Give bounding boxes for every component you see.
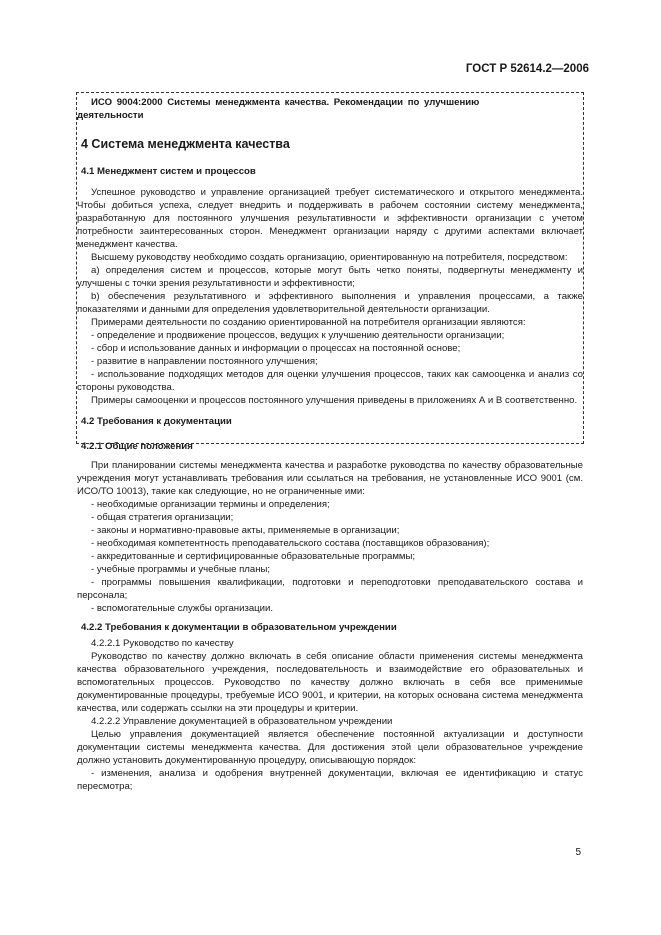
list-item: - программы повышения квалификации, подготовки и переподготовки преподавательского состава и персонала; — [77, 577, 583, 601]
paragraph: Высшему руководству необходимо создать организацию, ориентированную на потребителя, посредством: — [91, 252, 568, 263]
section-4-title: 4 Система менеджмента качества — [81, 137, 290, 151]
section-4-2-2-2-title: 4.2.2.2 Управление документацией в образовательном учреждении — [91, 716, 393, 727]
paragraph: При планировании системы менеджмента качества и разработке руководства по качеству образовательные учреждения могут устанавливать требования или ссылаться на требования, не установленные ИСО 9001 (см. ИСО/ТО 10013), такие как следующие, но не ограниченные ими: — [77, 460, 583, 497]
list-item: - сбор и использование данных и информации о процессах на постоянной основе; — [91, 343, 461, 354]
paragraph: Успешное руководство и управление организацией требует систематического и открытого менеджмента. Чтобы добиться успеха, следует внедрить и поддерживать в рабочем состоянии систему менеджмента, разработанную для постоянного улучшения результативности и эффективности организации с учетом потребности заинтересованных сторон. Менеджмент организации наряду с другими аспектами включает менеджмент качества. — [77, 187, 583, 250]
list-item: - определение и продвижение процессов, ведущих к улучшению деятельности организации; — [91, 330, 505, 341]
list-item: - вспомогательные службы организации. — [91, 603, 274, 614]
list-item: - использование подходящих методов для оценки улучшения процессов, таких как самооценка и анализ со стороны руководства. — [77, 369, 583, 393]
section-4-2-1-title: 4.2.1 Общие положения — [81, 441, 193, 452]
list-item: - изменения, анализа и одобрения внутренней документации, включая ее идентификацию и статус пересмотра; — [77, 768, 583, 792]
section-4-1-title: 4.1 Менеджмент систем и процессов — [81, 166, 256, 177]
list-item: - общая стратегия организации; — [91, 512, 234, 523]
paragraph: Примеры самооценки и процессов постоянного улучшения приведены в приложениях А и В соответственно. — [91, 395, 578, 406]
list-item: - развитие в направлении постоянного улучшения; — [91, 356, 318, 367]
page-body — [77, 96, 583, 793]
reference-line-2: деятельности — [77, 110, 144, 121]
paragraph: Руководство по качеству должно включать в себя описание области применения системы менеджмента качества образовательного учреждения, последовательность и взаимодействие его образовательных и вспомогательных процессов. Руководство по качеству должно включать в себя все применимые документированные процедуры, требуемые ИСО 9001, и критерии, на которых основана система менеджмента качества, или содержать ссылки на эти процедуры и критерии. — [77, 651, 583, 714]
section-4-2-2-title: 4.2.2 Требования к документации в образовательном учреждении — [81, 622, 397, 633]
section-4-2-2-1-title: 4.2.2.1 Руководство по качеству — [91, 638, 234, 649]
list-item: - аккредитованные и сертифицированные образовательные программы; — [91, 551, 416, 562]
paragraph: Примерами деятельности по созданию ориентированной на потребителя организации являются: — [91, 317, 526, 328]
list-item: а) определения систем и процессов, которые могут быть четко поняты, подвергнуты менеджменту и улучшены с точки зрения результативности и эффективности; — [77, 265, 583, 289]
list-item: - необходимая компетентность преподавательского состава (поставщиков образования); — [91, 538, 490, 549]
list-item: b) обеспечения результативного и эффективного выполнения и управления процессами, а также показателями и данными для определения удовлетворительной деятельности организации. — [77, 291, 583, 315]
list-item: - законы и нормативно-правовые акты, применяемые в организации; — [91, 525, 400, 536]
section-4-2-title: 4.2 Требования к документации — [81, 416, 232, 427]
paragraph: Целью управления документацией является обеспечение постоянной актуализации и доступности документации системы менеджмента качества. Для достижения этой цели образовательное учреждение должно установить документированную процедуру, описывающую порядок: — [77, 729, 583, 766]
reference-line-1: ИСО 9004:2000 Системы менеджмента качества. Рекомендации по улучшению — [91, 97, 480, 108]
list-item: - учебные программы и учебные планы; — [91, 564, 271, 575]
page-number: 5 — [575, 847, 581, 858]
document-id-header: ГОСТ Р 52614.2—2006 — [465, 63, 589, 75]
list-item: - необходимые организации термины и определения; — [91, 499, 330, 510]
